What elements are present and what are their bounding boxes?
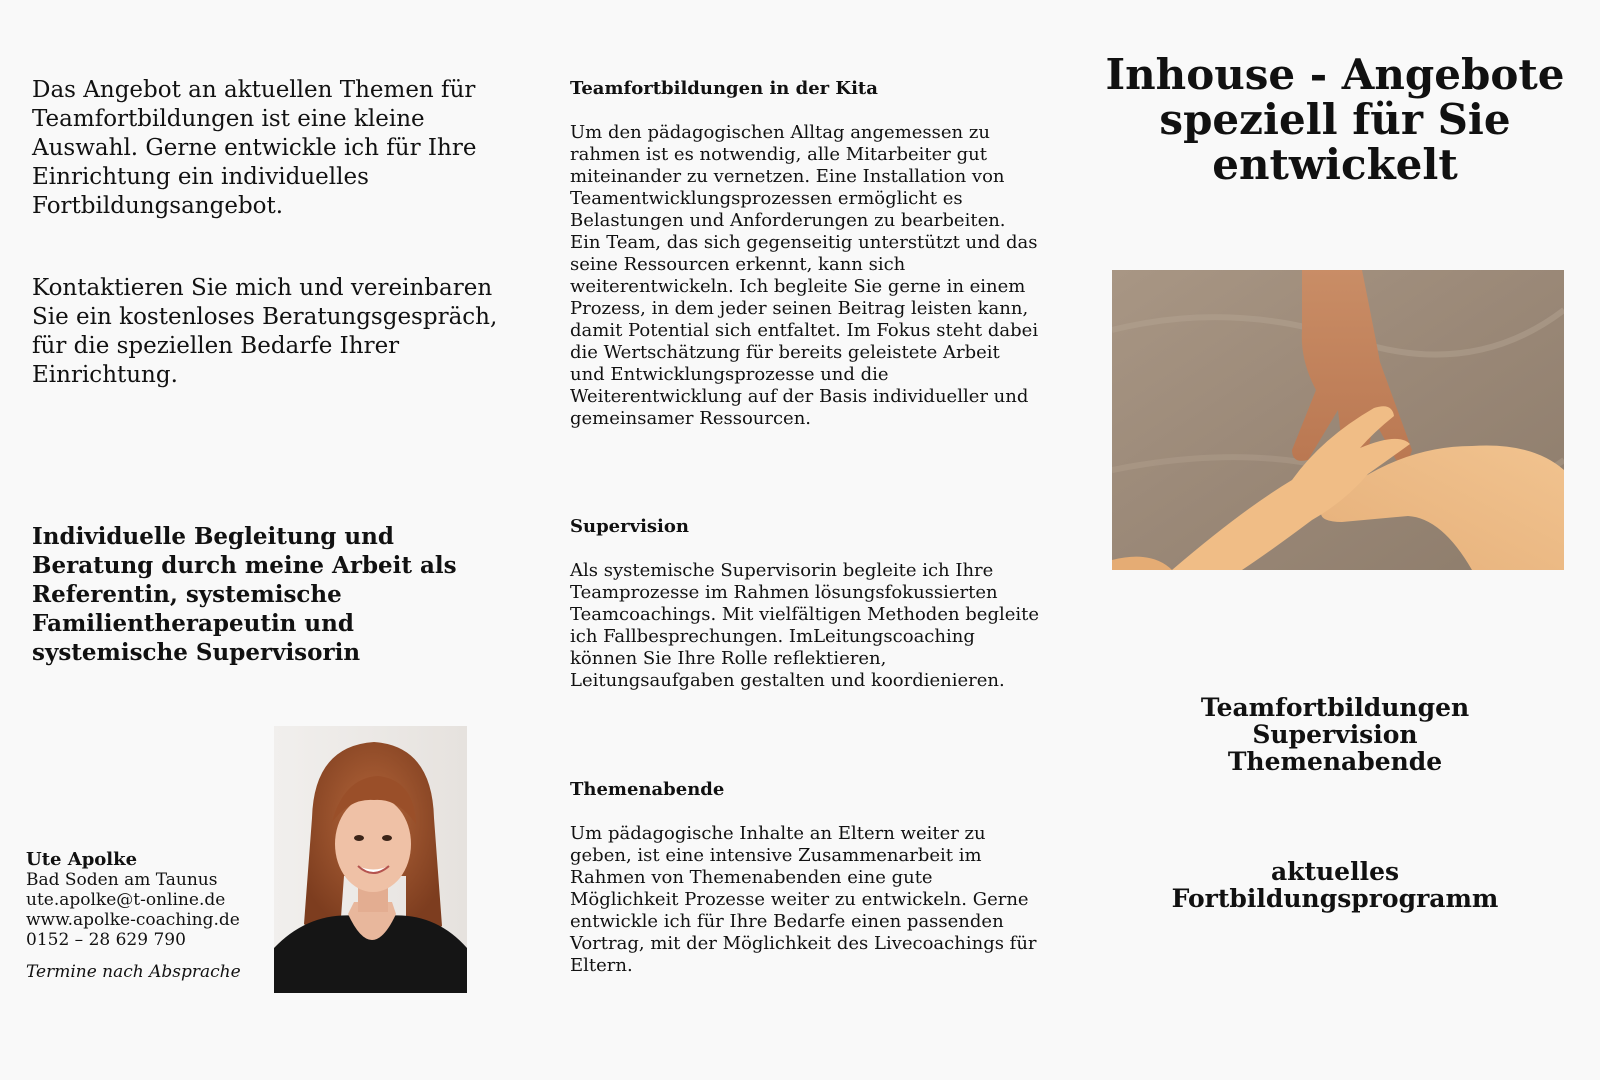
contact-email: ute.apolke@t-online.de [26,890,226,910]
contact-block [26,850,241,982]
headline-line-1: Inhouse - Angebote [1105,50,1565,99]
program-title [1090,858,1580,912]
contact-invite-text: Kontaktieren Sie mich und vereinbaren Sie ein kostenloses Beratungsgespräch, für die speziellen Bedarfe Ihrer Einrichtung. [32,275,498,388]
hands-photo [1112,270,1564,570]
right-panel [1090,0,1600,1080]
contact-phone: 0152 – 28 629 790 [26,930,186,950]
contact-name: Ute Apolke [26,849,138,870]
bio-statement: Individuelle Begleitung und Beratung durch meine Arbeit als Referentin, systemische Familientherapeutin und systemische Supervisorin [32,523,457,666]
section-heading-teamfortbildungen: Teamfortbildungen in der Kita [570,78,878,99]
topic-supervision: Supervision [1252,720,1418,749]
headline-line-3: entwickelt [1212,140,1458,189]
contact-city: Bad Soden am Taunus [26,870,218,890]
topic-teamfortbildungen: Teamfortbildungen [1200,693,1470,722]
contact-website: www.apolke-coaching.de [26,910,240,930]
appointment-note: Termine nach Absprache [26,962,241,982]
middle-panel [540,0,1050,1080]
topics-list [1090,694,1580,775]
cover-headline [1090,52,1580,187]
program-line-1: aktuelles [1270,857,1400,886]
program-line-2: Fortbildungsprogramm [1171,884,1499,913]
section-text-teamfortbildungen: Um den pädagogischen Alltag angemessen zu rahmen ist es notwendig, alle Mitarbeiter gut miteinander zu vernetzen. Eine Installation von Teamentwicklungsprozessen ermöglicht es Belastungen und Anforderungen zu bearbeiten. Ein Team, das sich gegenseitig unterstützt und das seine Ressourcen erkennt, kann sich weiterentwickeln. Ich begleite Sie gerne in einem Prozess, in dem jeder seinen Beitrag leisten kann, damit Potential sich entfaltet. Im Fokus steht dabei die Wertschätzung für bereits geleistete Arbeit und Entwicklungsprozesse und die Weiterentwicklung auf der Basis individueller und gemeinsamer Ressourcen. [570,122,1039,429]
section-text-themenabende: Um pädagogische Inhalte an Eltern weiter zu geben, ist eine intensive Zusammenarbeit im Rahmen von Themenabenden eine gute Möglichkeit Prozesse weiter zu entwickeln. Gerne entwickle ich für Ihre Bedarfe einen passenden Vortrag, mit der Möglichkeit des Livecoachings für Eltern. [570,823,1037,976]
topic-themenabende: Themenabende [1227,747,1443,776]
headline-line-2: speziell für Sie [1159,95,1511,144]
portrait-photo [274,726,467,993]
left-panel [0,0,530,1080]
section-heading-supervision: Supervision [570,516,689,537]
intro-text: Das Angebot an aktuellen Themen für Teamfortbildungen ist eine kleine Auswahl. Gerne entwickle ich für Ihre Einrichtung ein individuelles Fortbildungsangebot. [32,77,477,219]
section-text-supervision: Als systemische Supervisorin begleite ich Ihre Teamprozesse im Rahmen lösungsfokussierten Teamcoachings. Mit vielfältigen Methoden begleite ich Fallbesprechungen. ImLeitungscoaching können Sie Ihre Rolle reflektieren, Leitungsaufgaben gestalten und koordienieren. [570,560,1040,691]
section-heading-themenabende: Themenabende [570,779,725,800]
